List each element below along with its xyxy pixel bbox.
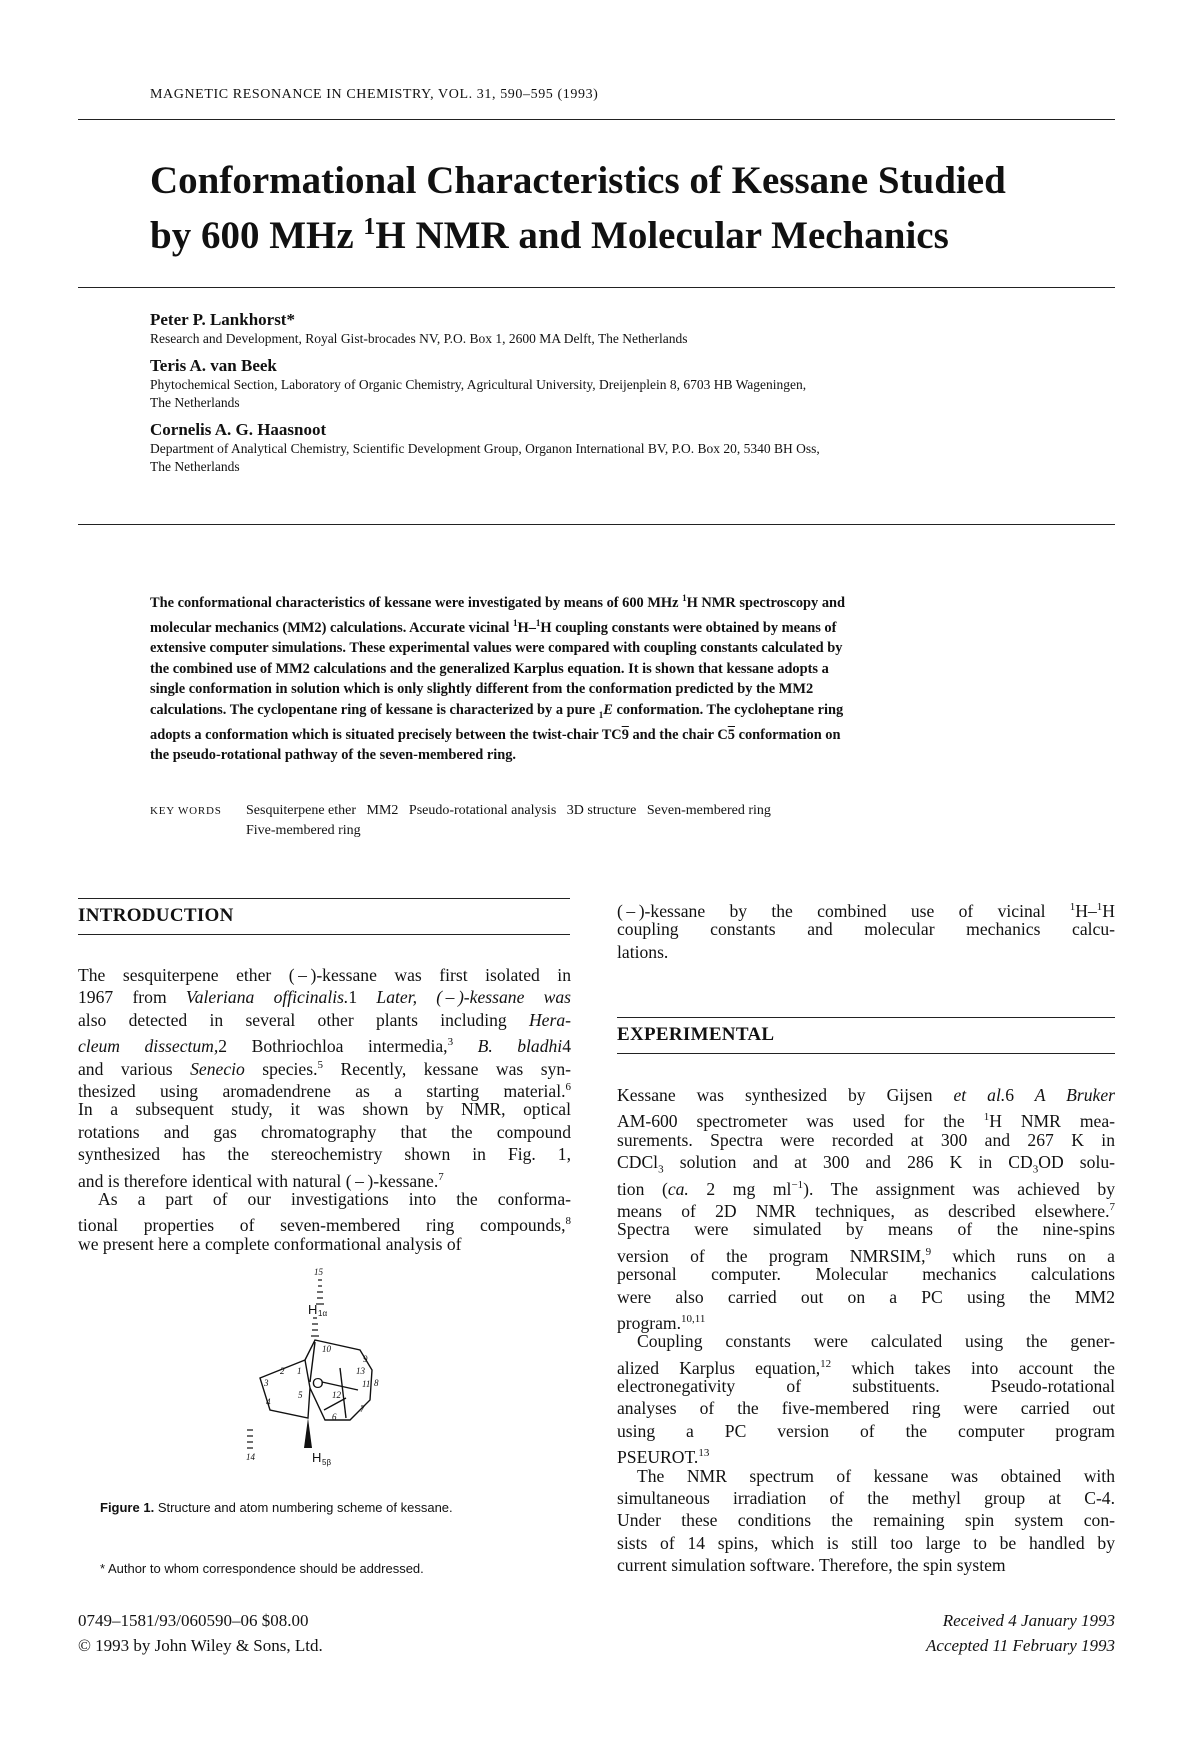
issn-line: 0749–1581/93/060590–06 $08.00 [78, 1611, 309, 1630]
experimental-heading: EXPERIMENTAL [617, 1024, 775, 1045]
exp-paragraph-2 [617, 1330, 1115, 1468]
text-line: tion (ca. 2 mg $ml^{-1}$). The assignment was achieved by [617, 1178, 1115, 1199]
author-rule [78, 524, 1115, 525]
oxygen-label: O [312, 1375, 324, 1392]
author-name: Peter P. Lankhorst* [150, 310, 295, 329]
atom-label-7: 7 [360, 1404, 365, 1414]
text-line: lations. [617, 941, 669, 962]
text-line: Spectra were simulated by means of the nine-spins [617, 1219, 1115, 1240]
article-title [150, 158, 1130, 259]
atom-label-12: 12 [332, 1390, 341, 1400]
text-line: PSEUROT.$^{13}$ [617, 1447, 710, 1468]
author-affiliation-cont: The Netherlands [150, 459, 240, 474]
kessane-structure-figure [246, 1267, 440, 1490]
title-rule [78, 287, 1115, 288]
atom-label-3: 3 [264, 1378, 269, 1388]
author-affiliation: Department of Analytical Chemistry, Scientific Development Group, Organon International BV, P.O. Box 20, 5340 BH Oss, [150, 441, 820, 456]
figure-caption: Figure 1. Structure and atom numbering scheme of kessane. [100, 1500, 453, 1515]
text-line: and is therefore identical with natural ( – )-kessane.$^7$ [78, 1170, 444, 1191]
text-line: version of the program NMRSIM,$^9$ which runs on a [617, 1245, 1115, 1266]
right-column-intro-cont [617, 896, 1115, 963]
h1a-sub-label: 1α [318, 1309, 328, 1318]
author-affiliation: Phytochemical Section, Laboratory of Organic Chemistry, Agricultural University, Dreijenplein 8, 6703 HB Wageningen, [150, 377, 807, 392]
atom-label-6: 6 [332, 1412, 337, 1422]
intro-rule-top [78, 898, 570, 899]
received-dates [840, 1608, 1115, 1658]
text-line: In a subsequent study, it was shown by NMR, optical [78, 1099, 571, 1120]
text-line: The sesquiterpene ether ( – )-kessane was first isolated in [78, 965, 571, 985]
text-line: were also carried out on a PC using the MM2 [617, 1286, 1115, 1307]
footnote: * Author to whom correspondence should be addressed. [100, 1561, 424, 1576]
atom-label-14: 14 [246, 1452, 255, 1462]
atom-label-2: 2 [280, 1366, 285, 1376]
text-line: using a PC version of the computer program [617, 1420, 1115, 1441]
h5b-sub-label: 5β [322, 1458, 332, 1467]
intro-paragraph-1 [78, 964, 572, 1191]
text-line: 1967 from Valeriana officinalis.1 Later, ( – )-kessane was [78, 987, 572, 1008]
text-line: The NMR spectrum of kessane was obtained with [637, 1465, 1115, 1486]
exp-paragraph-1 [617, 1084, 1116, 1333]
text-line: alized Karplus equation,$^{12}$ which takes into account the [617, 1357, 1115, 1378]
header-rule [78, 119, 1115, 120]
text-line: program.$^{10,11}$ [617, 1312, 706, 1333]
atom-label-15: 15 [314, 1267, 323, 1277]
text-line: analyses of the five-membered ring were carried out [617, 1398, 1115, 1419]
experimental-rule-bottom [617, 1053, 1115, 1054]
h1a-label: H [308, 1302, 318, 1317]
text-line: tional properties of seven-membered ring compounds,$^8$ [78, 1215, 571, 1236]
experimental-text [617, 1084, 1115, 1577]
atom-label-4: 4 [266, 1397, 271, 1407]
text-line: synthesized has the stereochemistry shown in Fig. 1, [78, 1144, 571, 1165]
text-line: surements. Spectra were recorded at 300 and 267 K in [617, 1129, 1115, 1150]
running-head: MAGNETIC RESONANCE IN CHEMISTRY, VOL. 31, 590–595 (1993) [150, 87, 599, 102]
atom-label-8: 8 [374, 1378, 379, 1388]
text-line: CDCl$_3$ solution and at 300 and 286 K in $CD_3OD$ solu- [617, 1152, 1115, 1176]
author-affiliation: Research and Development, Royal Gist-brocades NV, P.O. Box 1, 2600 MA Delft, The Netherlands [150, 331, 688, 346]
copyright-block [78, 1608, 323, 1658]
experimental-rule-top [617, 1017, 1115, 1018]
abstract: The conformational characteristics of kessane were investigated by means of 600 MHz $^1$H NMR spectroscopy and molecular mechanics (MM2) calculations. Accurate vicinal $^1$H–$^1$H coupling constants were obtained by means of extensive computer simulations. These experimental values were compared with coupling constants calculated by the combined use of MM2 calculations and the generalized Karplus equation. It is shown that kessane adopts a single conformation in solution which is only slightly different from the conformation predicted by the MM2 calculations. The cyclopentane ring of kessane is characterized by a pure $_1$E conformation. The cycloheptane ring adopts a conformation which is situated precisely between the twist-chair TC9 and the chair C5 conformation on the pseudo-rotational pathway of the seven-membered ring. [150, 593, 846, 764]
keywords: KEY WORDS Sesquiterpene ether MM2 Pseudo-rotational analysis 3D structure Seven-membered ring Five-membered ring [150, 803, 771, 838]
text-line: we present here a complete conformational analysis of [78, 1233, 462, 1254]
introduction-text [78, 964, 571, 1255]
author-name: Teris A. van Beek [150, 356, 277, 375]
text-line: thesized using aromadendrene as a starting material.$^6$ [78, 1080, 571, 1101]
author-name: Cornelis A. G. Haasnoot [150, 420, 327, 439]
text-line: Under these conditions the remaining spin system con- [617, 1510, 1115, 1531]
atom-label-9: 9 [363, 1354, 368, 1364]
title-line-2: by 600 MHz $^1$H NMR and Molecular Mechanics [150, 214, 949, 257]
copyright-line: © 1993 by John Wiley & Sons, Ltd. [78, 1636, 323, 1655]
text-line: means of 2D NMR techniques, as described elsewhere.$^7$ [617, 1200, 1115, 1221]
text-line: also detected in several other plants including Hera- [78, 1009, 571, 1030]
title-line-1: Conformational Characteristics of Kessane Studied [150, 159, 1006, 202]
intro-paragraph-2 [78, 1188, 571, 1255]
text-line: simultaneous irradiation of the methyl group at C-4. [617, 1488, 1115, 1509]
text-line: coupling constants and molecular mechanics calcu- [617, 919, 1115, 940]
author-block [150, 310, 1120, 476]
received-line: Received 4 January 1993 [942, 1611, 1115, 1630]
five-membered-ring [260, 1360, 310, 1418]
atom-label-5: 5 [298, 1390, 303, 1400]
text-line: personal computer. Molecular mechanics calculations [617, 1264, 1115, 1285]
atom-label-11: 11 [362, 1379, 371, 1389]
text-line: rotations and gas chromatography that the compound [78, 1121, 571, 1142]
atom-label-1: 1 [297, 1366, 302, 1376]
h5b-wedge [304, 1418, 312, 1448]
h5b-label: H [312, 1450, 322, 1465]
text-line: sists of 14 spins, which is still too large to be handled by [617, 1532, 1115, 1553]
text-line: cleum dissectum,2 Bothriochloa intermedia,$^3$ B. bladhi4 [78, 1036, 571, 1057]
exp-paragraph-3 [617, 1465, 1115, 1577]
text-line: AM-600 spectrometer was used for the $^1$H NMR mea- [617, 1111, 1116, 1132]
author-affiliation-cont: The Netherlands [150, 395, 240, 410]
accepted-line: Accepted 11 February 1993 [926, 1636, 1115, 1655]
text-line: current simulation software. Therefore, the spin system [617, 1555, 1006, 1576]
text-line: electronegativity of substituents. Pseudo-rotational [617, 1376, 1115, 1397]
text-line: Coupling constants were calculated using the gener- [637, 1331, 1115, 1352]
bridge-bond [322, 1382, 358, 1390]
introduction-heading: INTRODUCTION [78, 905, 234, 926]
text-line: As a part of our investigations into the conforma- [98, 1188, 571, 1209]
intro-rule-bottom [78, 934, 570, 935]
text-line: Kessane was synthesized by Gijsen et al.6 A Bruker [617, 1085, 1115, 1105]
atom-label-13: 13 [356, 1366, 365, 1376]
atom-label-10: 10 [322, 1344, 331, 1354]
text-line: and various Senecio species.$^5$ Recently, kessane was syn- [78, 1058, 571, 1079]
text-line: ( – )-kessane by the combined use of vicinal $^1$H–$^1$H [617, 900, 1115, 921]
